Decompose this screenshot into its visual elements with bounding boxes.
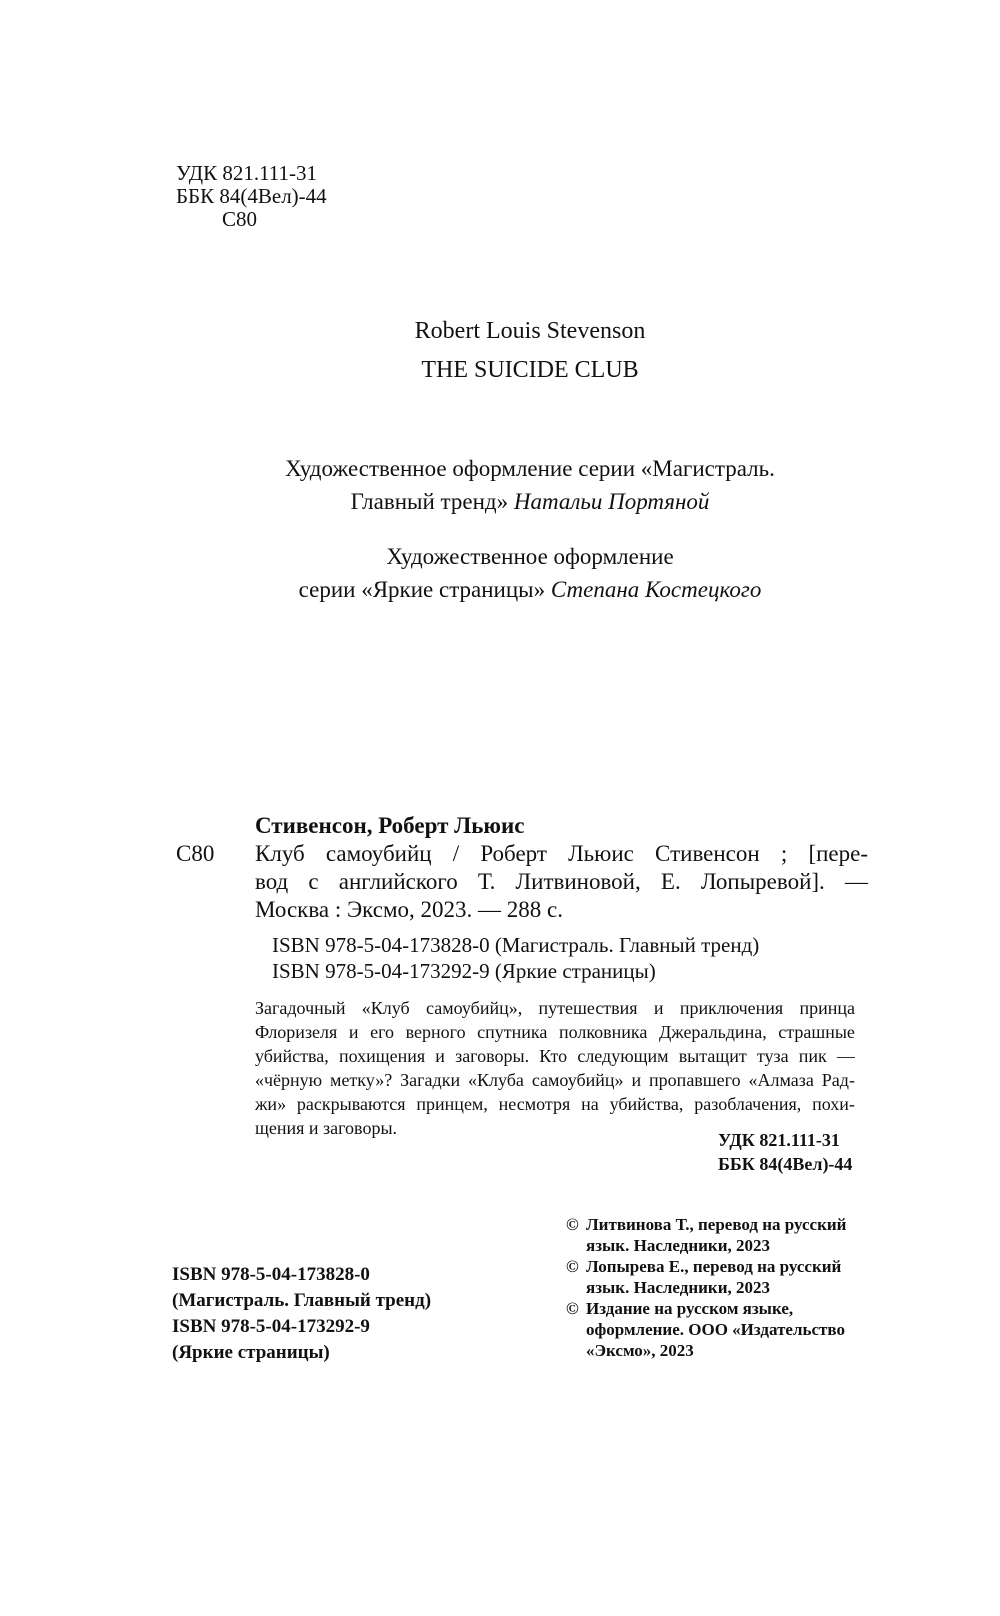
udk-code: УДК 821.111-31: [718, 1130, 840, 1150]
bbk-code: ББК 84(4Вел)-44: [718, 1154, 853, 1174]
author-sign: С80: [222, 207, 258, 231]
word: принца: [799, 998, 855, 1018]
original-author: Robert Louis Stevenson: [414, 318, 646, 344]
publication-info: Москва : Эксмо, 2023. — 288 с.: [255, 897, 563, 922]
word: его: [370, 1022, 395, 1042]
classification-codes: [176, 162, 327, 231]
isbn-series: (Магистраль. Главный тренд): [172, 1290, 432, 1311]
bbk-code: ББК 84(4Вел)-44: [176, 184, 327, 208]
word: пропавшего: [649, 1070, 741, 1090]
annotation-line: [255, 1068, 855, 1092]
author-heading: Стивенсон, Роберт Льюис: [255, 813, 525, 838]
word: пик: [798, 1046, 827, 1066]
word: и: [653, 998, 664, 1018]
annotation-line: [255, 1044, 855, 1068]
copyright-entry: [566, 1214, 846, 1256]
word: Е.: [660, 869, 681, 894]
udk-code: УДК 821.111-31: [176, 161, 318, 185]
annotation: [255, 996, 855, 1140]
word: метку»?: [330, 1070, 393, 1090]
annotation-line: [255, 1020, 855, 1044]
word: Джеральдина,: [658, 1022, 767, 1042]
word: на: [581, 1094, 599, 1114]
word: верного: [405, 1022, 466, 1042]
word: Загадки: [400, 1070, 461, 1090]
word: самоубийц»: [531, 1070, 624, 1090]
word: [пере-: [808, 841, 868, 866]
word: —: [844, 869, 868, 894]
description-line: [255, 840, 868, 868]
word: Рад-: [821, 1070, 855, 1090]
word: вод: [255, 869, 289, 894]
original-title-block: [0, 312, 1000, 390]
copyright-text: язык. Наследники, 2023: [586, 1236, 771, 1255]
bibliographic-description: [255, 840, 868, 924]
copyright-icon: ©: [566, 1299, 579, 1318]
word: Флоризеля: [255, 1022, 338, 1042]
copyright-entry: [566, 1256, 846, 1298]
word: щения и заговоры.: [255, 1118, 398, 1138]
isbn-bright-pages: ISBN 978-5-04-173292-9 (Яркие страницы): [272, 959, 656, 983]
word: заговоры.: [455, 1046, 530, 1066]
design-credits: [0, 452, 1000, 606]
word: самоубийц»,: [426, 998, 523, 1018]
word: следующим: [577, 1046, 669, 1066]
word: «Алмаза: [748, 1070, 814, 1090]
word: «Клуб: [361, 998, 410, 1018]
original-title: THE SUICIDE CLUB: [421, 357, 639, 383]
copyright-icon: ©: [566, 1215, 579, 1234]
word: приключения: [679, 998, 784, 1018]
author-sign-cipher: С80: [176, 841, 215, 866]
word: и: [348, 1022, 359, 1042]
word: спутника: [477, 1022, 548, 1042]
copyright-text: оформление. ООО «Издательство: [586, 1320, 845, 1339]
copyright-text: язык. Наследники, 2023: [586, 1278, 771, 1297]
word: /: [452, 841, 460, 866]
word: Лопыревой].: [700, 869, 825, 894]
description-line: [255, 896, 868, 924]
copyright-text: Издание на русском языке,: [586, 1299, 794, 1318]
word: и: [435, 1046, 445, 1066]
word: путешествия: [538, 998, 638, 1018]
word: самоубийц: [325, 841, 432, 866]
copyright-text: Литвинова Т., перевод на русский: [586, 1215, 847, 1234]
word: Клуб: [255, 841, 305, 866]
word: похищения: [338, 1046, 426, 1066]
annotation-line: [255, 996, 855, 1020]
word: Льюис: [568, 841, 634, 866]
design-credit-line: [0, 573, 1000, 606]
word: вытащит: [678, 1046, 747, 1066]
designer-name: Степана Костецкого: [550, 577, 762, 602]
annotation-line: [255, 1092, 855, 1116]
word: похи-: [812, 1094, 855, 1114]
word: убийства,: [609, 1094, 684, 1114]
word: Загадочный: [255, 998, 346, 1018]
design-credit-line: [0, 485, 1000, 518]
word: разоблачения,: [694, 1094, 802, 1114]
isbn-magistral: ISBN 978-5-04-173828-0 (Магистраль. Главный тренд): [272, 933, 760, 957]
design-credit-bright-pages: [0, 540, 1000, 606]
description-line: [255, 868, 868, 896]
word: туза: [756, 1046, 789, 1066]
copyright-notices: [566, 1214, 846, 1361]
series-name: Главный тренд»: [350, 489, 509, 514]
word: «чёрную: [255, 1070, 323, 1090]
isbn-block: [172, 1262, 431, 1366]
word: с: [308, 869, 319, 894]
isbn-number: ISBN 978-5-04-173828-0: [172, 1264, 370, 1285]
isbn-list: [272, 932, 759, 984]
word: принцем,: [416, 1094, 488, 1114]
copyright-icon: ©: [566, 1257, 579, 1276]
word: Кто: [539, 1046, 568, 1066]
bibliographic-record: [176, 812, 868, 924]
copyright-entry: [566, 1298, 846, 1361]
copyright-text: «Эксмо», 2023: [586, 1341, 694, 1360]
series-name: серии «Яркие страницы»: [298, 577, 546, 602]
designer-name: Натальи Портяной: [513, 489, 710, 514]
word: жи»: [255, 1094, 287, 1114]
word: несмотря: [498, 1094, 571, 1114]
word: «Клуба: [468, 1070, 524, 1090]
design-credit-magistral: [0, 452, 1000, 518]
classification-codes-bottom: [718, 1128, 852, 1176]
isbn-series: (Яркие страницы): [172, 1342, 330, 1363]
design-credit-line: Художественное оформление серии «Магистраль.: [285, 456, 775, 481]
word: английского: [338, 869, 458, 894]
word: Т.: [477, 869, 496, 894]
word: страшные: [778, 1022, 855, 1042]
word: Роберт: [480, 841, 547, 866]
word: —: [836, 1046, 855, 1066]
word: полковника: [558, 1022, 648, 1042]
isbn-number: ISBN 978-5-04-173292-9: [172, 1316, 370, 1337]
word: и: [631, 1070, 642, 1090]
copyright-text: Лопырева Е., перевод на русский: [586, 1257, 842, 1276]
word: ;: [780, 841, 788, 866]
word: убийства,: [255, 1046, 329, 1066]
design-credit-line: Художественное оформление: [386, 544, 674, 569]
word: Литвиновой,: [515, 869, 641, 894]
word: Стивенсон: [655, 841, 760, 866]
word: раскрываются: [296, 1094, 406, 1114]
